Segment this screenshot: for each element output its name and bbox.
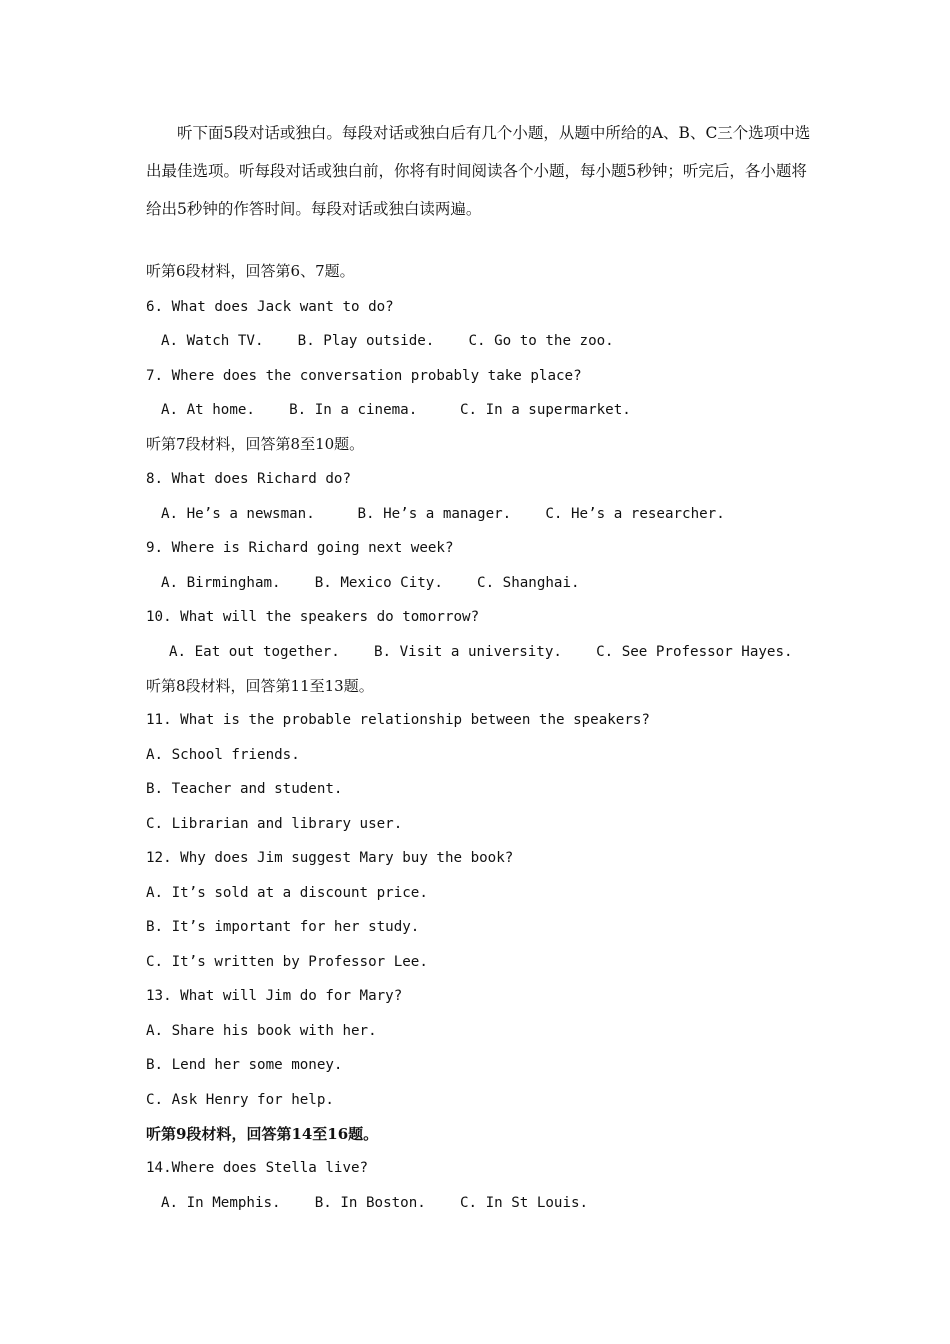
section-heading-7: 听第7段材料，回答第8至10题。 [146,435,365,453]
question-6-options: A. Watch TV. B. Play outside. C. Go to the zoo. [161,333,614,349]
question-7-options: A. At home. B. In a cinema. C. In a supermarket. [161,402,631,418]
question-12: 12. Why does Jim suggest Mary buy the book? [146,850,514,866]
question-12-option-c: C. It’s written by Professor Lee. [146,954,428,970]
question-14-options: A. In Memphis. B. In Boston. C. In St Louis. [161,1195,589,1211]
question-8: 8. What does Richard do? [146,471,351,487]
question-13: 13. What will Jim do for Mary? [146,988,403,1004]
question-9-options: A. Birmingham. B. Mexico City. C. Shanghai. [161,575,580,591]
question-10: 10. What will the speakers do tomorrow? [146,609,480,625]
question-11-option-a: A. School friends. [146,747,300,763]
question-11-option-b: B. Teacher and student. [146,781,343,797]
question-7: 7. Where does the conversation probably take place? [146,368,582,384]
question-11: 11. What is the probable relationship between the speakers? [146,712,650,728]
section-heading-8: 听第8段材料，回答第11至13题。 [146,677,374,695]
question-12-option-b: B. It’s important for her study. [146,919,420,935]
question-9: 9. Where is Richard going next week? [146,540,454,556]
question-11-option-c: C. Librarian and library user. [146,816,403,832]
question-10-options: A. Eat out together. B. Visit a university. C. See Professor Hayes. [169,644,793,660]
section-heading-9: 听第9段材料，回答第14至16题。 [146,1125,379,1143]
question-14: 14.Where does Stella live? [146,1160,369,1176]
question-13-option-a: A. Share his book with her. [146,1023,377,1039]
listening-instructions: 听下面5段对话或独白。每段对话或独白后有几个小题，从题中所给的A、B、C三个选项中选出最佳选项。听每段对话或独白前，你将有时间阅读各个小题，每小题5秒钟；听完后，各小题将给出5秒钟的作答时间。每段对话或独白读两遍。 [146,124,811,218]
question-13-option-b: B. Lend her some money. [146,1057,343,1073]
question-12-option-a: A. It’s sold at a discount price. [146,885,428,901]
question-8-options: A. He’s a newsman. B. He’s a manager. C. He’s a researcher. [161,506,725,522]
section-heading-6: 听第6段材料，回答第6、7题。 [146,262,355,280]
question-6: 6. What does Jack want to do? [146,299,394,315]
question-13-option-c: C. Ask Henry for help. [146,1092,334,1108]
